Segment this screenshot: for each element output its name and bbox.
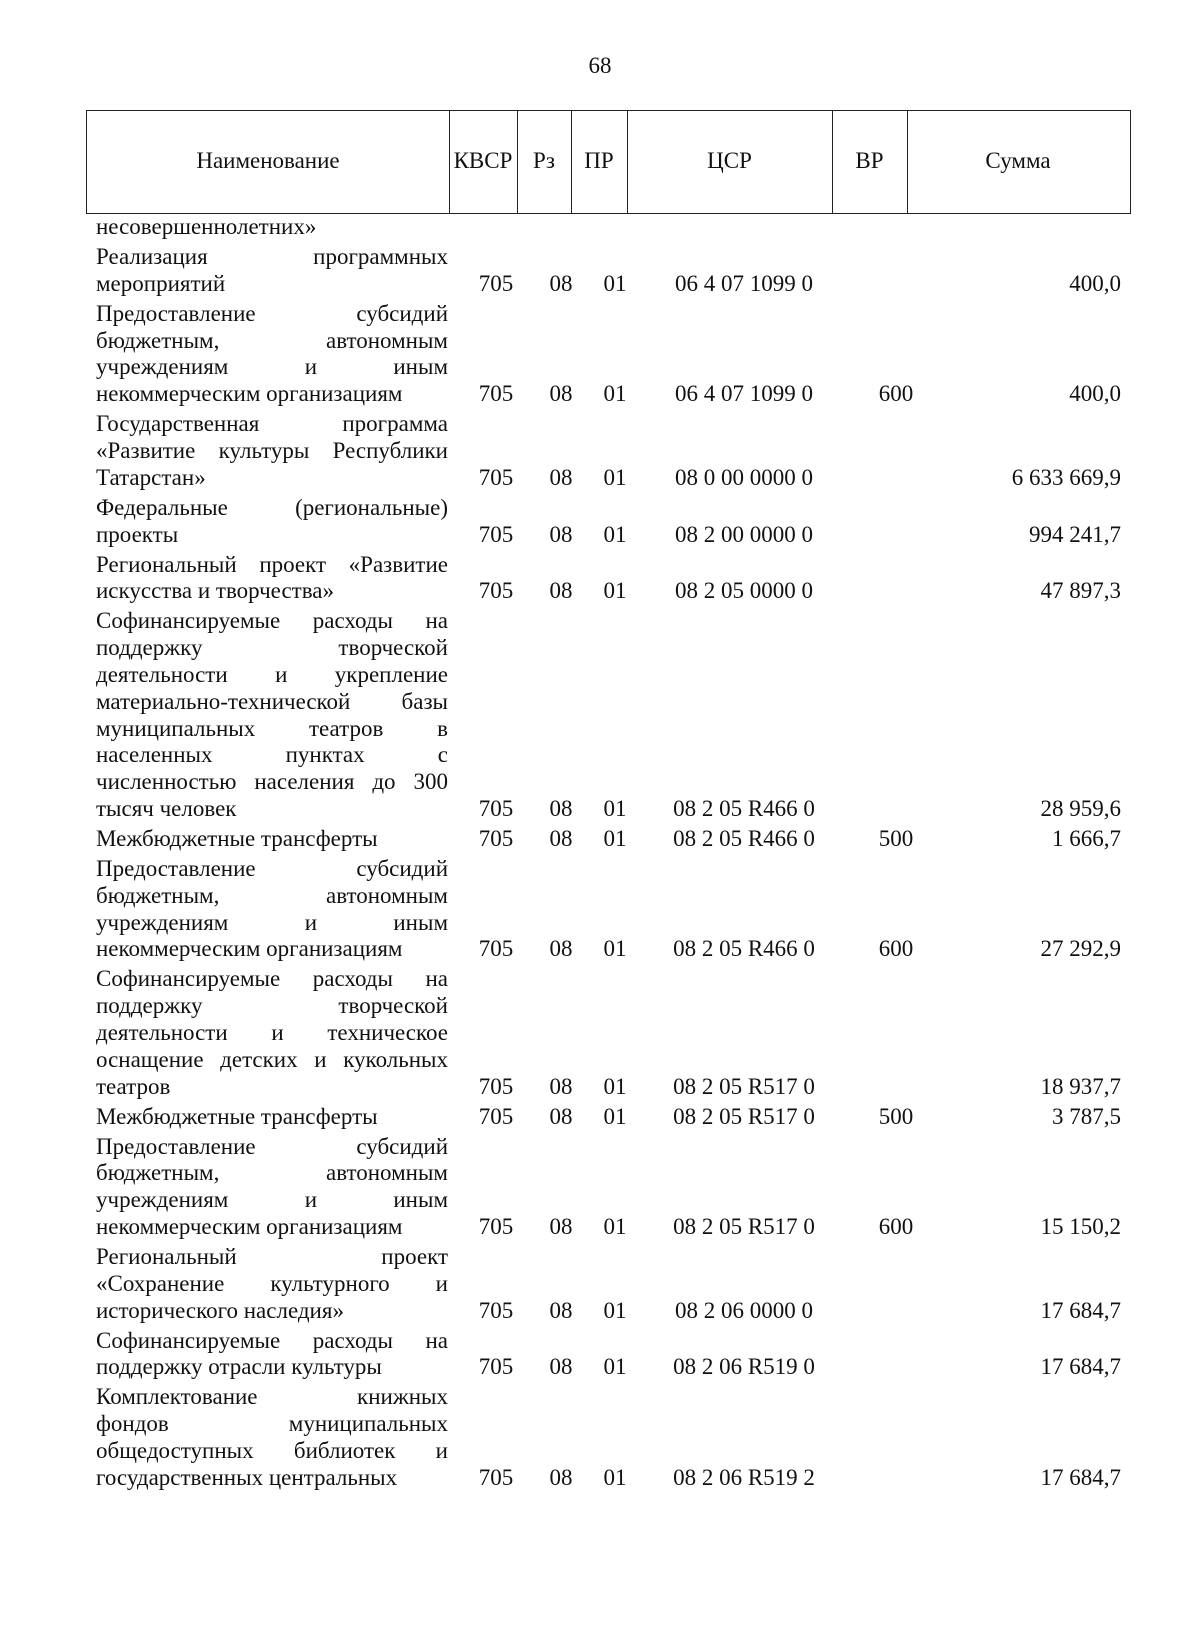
row-name-line: мероприятий <box>96 270 226 296</box>
row-name-line: Предоставление субсидий <box>96 300 448 326</box>
table-row <box>0 826 1200 853</box>
row-name-line: «Сохранение культурного и <box>96 1270 448 1296</box>
cell-vr: 600 <box>878 936 914 962</box>
cell-pr: 01 <box>603 578 627 604</box>
row-name-line: муниципальных театров в <box>96 715 448 741</box>
row-name-line: численностью населения до 300 <box>96 769 448 795</box>
row-name-line: тысяч человек <box>96 795 237 821</box>
cell-pr: 01 <box>603 1297 627 1323</box>
cell-sum: 18 937,7 <box>1040 1073 1121 1099</box>
header-name: Наименование <box>196 148 340 173</box>
cell-kvsr: 705 <box>478 464 514 490</box>
cell-sum: 3 787,5 <box>1052 1103 1121 1129</box>
row-name-line: поддержку творческой <box>96 993 448 1019</box>
row-name-line: поддержку отрасли культуры <box>96 1354 382 1380</box>
table-row <box>0 214 1200 241</box>
cell-csr: 08 2 06 R519 0 <box>673 1354 815 1380</box>
cell-csr: 08 2 05 R517 0 <box>673 1073 815 1099</box>
row-name-line: Межбюджетные трансферты <box>96 826 378 851</box>
row-name-line: учреждениям и иным <box>96 354 448 380</box>
cell-rz: 08 <box>549 1103 573 1129</box>
row-name <box>96 1384 448 1491</box>
page-number: 68 <box>588 53 612 78</box>
header-pr: ПР <box>584 148 614 173</box>
row-name-line: некоммерческим организациям <box>96 936 403 962</box>
table-row <box>0 244 1200 298</box>
row-name <box>96 244 448 298</box>
row-name-line: Региональный проект «Развитие <box>96 551 448 577</box>
row-name-line: материально-технической базы <box>96 688 448 714</box>
cell-pr: 01 <box>603 464 627 490</box>
cell-pr: 01 <box>603 1103 627 1129</box>
header-csr: ЦСР <box>707 148 752 173</box>
cell-pr: 01 <box>603 826 627 851</box>
table-row <box>0 1244 1200 1324</box>
row-name-line: населенных пунктах с <box>96 742 448 768</box>
table-row <box>0 411 1200 491</box>
header-rz: Рз <box>533 148 555 173</box>
row-name <box>96 552 448 606</box>
table-header <box>86 110 1131 214</box>
table-row <box>0 552 1200 606</box>
row-name <box>96 411 448 491</box>
cell-sum: 994 241,7 <box>1029 521 1121 547</box>
cell-rz: 08 <box>549 1354 573 1380</box>
row-name <box>96 826 448 853</box>
cell-rz: 08 <box>549 1464 573 1490</box>
cell-csr: 08 2 05 R466 0 <box>673 936 815 962</box>
cell-pr: 01 <box>603 521 627 547</box>
cell-kvsr: 705 <box>478 578 514 604</box>
row-name-line: исторического наследия» <box>96 1297 344 1323</box>
cell-kvsr: 705 <box>478 1354 514 1380</box>
table-row <box>0 608 1200 822</box>
cell-sum: 6 633 669,9 <box>1011 464 1121 490</box>
cell-sum: 27 292,9 <box>1040 936 1121 962</box>
cell-kvsr: 705 <box>478 826 514 851</box>
cell-rz: 08 <box>549 1073 573 1099</box>
row-name <box>96 1244 448 1324</box>
row-name-line: несовершеннолетних» <box>96 214 317 239</box>
row-name-line: проекты <box>96 521 179 547</box>
cell-sum: 1 666,7 <box>1052 826 1121 851</box>
row-name-line: Предоставление субсидий <box>96 856 448 881</box>
cell-kvsr: 705 <box>478 1103 514 1129</box>
cell-pr: 01 <box>603 1464 627 1490</box>
row-name-line: «Развитие культуры Республики <box>96 437 448 463</box>
row-name-line: театров <box>96 1073 171 1099</box>
table-row <box>0 1104 1200 1131</box>
cell-vr: 500 <box>878 1103 914 1129</box>
row-name <box>96 495 448 549</box>
cell-csr: 08 2 00 0000 0 <box>675 521 813 547</box>
cell-rz: 08 <box>549 381 573 407</box>
row-name-line: учреждениям и иным <box>96 909 448 935</box>
row-name-line: бюджетным, автономным <box>96 882 448 908</box>
cell-sum: 17 684,7 <box>1040 1297 1121 1323</box>
cell-sum: 28 959,6 <box>1040 795 1121 821</box>
header-vr: ВР <box>855 148 884 173</box>
row-name <box>96 1104 448 1131</box>
row-name-line: Комплектование книжных <box>96 1384 448 1410</box>
row-name <box>96 301 448 408</box>
cell-rz: 08 <box>549 795 573 821</box>
cell-pr: 01 <box>603 381 627 407</box>
header-kvsr: КВСР <box>453 148 513 173</box>
cell-pr: 01 <box>603 1073 627 1099</box>
row-name-line: Софинансируемые расходы на <box>96 1327 448 1353</box>
row-name-line: Реализация программных <box>96 244 448 269</box>
cell-rz: 08 <box>549 464 573 490</box>
row-name-line: бюджетным, автономным <box>96 1160 448 1186</box>
header-sum: Сумма <box>985 148 1051 173</box>
cell-kvsr: 705 <box>478 1073 514 1099</box>
cell-sum: 17 684,7 <box>1040 1354 1121 1380</box>
cell-csr: 06 4 07 1099 0 <box>675 381 813 407</box>
row-name-line: Предоставление субсидий <box>96 1133 448 1159</box>
cell-rz: 08 <box>549 578 573 604</box>
cell-sum: 400,0 <box>1069 381 1121 407</box>
cell-rz: 08 <box>549 270 573 296</box>
row-name-line: учреждениям и иным <box>96 1187 448 1213</box>
cell-kvsr: 705 <box>478 1297 514 1323</box>
cell-csr: 08 0 00 0000 0 <box>675 464 813 490</box>
cell-sum: 47 897,3 <box>1040 578 1121 604</box>
cell-csr: 08 2 05 R517 0 <box>673 1103 815 1129</box>
cell-vr: 600 <box>878 1213 914 1239</box>
cell-csr: 08 2 05 R466 0 <box>673 826 815 851</box>
table-row <box>0 1384 1200 1491</box>
row-name-line: деятельности и укрепление <box>96 661 448 687</box>
row-name-line: поддержку творческой <box>96 635 448 661</box>
row-name-line: оснащение детских и кукольных <box>96 1046 448 1072</box>
cell-pr: 01 <box>603 936 627 962</box>
table-row <box>0 1328 1200 1382</box>
row-name-line: Государственная программа <box>96 411 448 437</box>
row-name-line: Межбюджетные трансферты <box>96 1103 378 1129</box>
cell-rz: 08 <box>549 826 573 851</box>
table-row <box>0 301 1200 408</box>
cell-vr: 500 <box>878 826 914 851</box>
table-row <box>0 856 1200 963</box>
row-name-line: государственных центральных <box>96 1464 398 1490</box>
row-name-line: Софинансируемые расходы на <box>96 608 448 634</box>
row-name-line: общедоступных библиотек и <box>96 1437 448 1463</box>
cell-pr: 01 <box>603 795 627 821</box>
cell-sum: 17 684,7 <box>1040 1464 1121 1490</box>
cell-kvsr: 705 <box>478 521 514 547</box>
row-name <box>96 1134 448 1241</box>
cell-csr: 08 2 05 R466 0 <box>673 795 815 821</box>
cell-sum: 15 150,2 <box>1040 1213 1121 1239</box>
table-row <box>0 1134 1200 1241</box>
cell-csr: 08 2 05 0000 0 <box>675 578 813 604</box>
row-name-line: бюджетным, автономным <box>96 327 448 353</box>
cell-pr: 01 <box>603 1213 627 1239</box>
cell-csr: 06 4 07 1099 0 <box>675 270 813 296</box>
row-name-line: Татарстан» <box>96 464 206 490</box>
cell-rz: 08 <box>549 1297 573 1323</box>
row-name <box>96 1328 448 1382</box>
cell-csr: 08 2 06 R519 2 <box>673 1464 815 1490</box>
cell-rz: 08 <box>549 1213 573 1239</box>
row-name-line: некоммерческим организациям <box>96 1213 403 1239</box>
cell-kvsr: 705 <box>478 1464 514 1490</box>
table-row <box>0 495 1200 549</box>
row-name-line: искусства и творчества» <box>96 578 334 604</box>
cell-pr: 01 <box>603 1354 627 1380</box>
row-name-line: Региональный проект <box>96 1244 448 1269</box>
cell-kvsr: 705 <box>478 381 514 407</box>
cell-sum: 400,0 <box>1069 270 1121 296</box>
cell-vr: 600 <box>878 381 914 407</box>
row-name-line: деятельности и техническое <box>96 1019 448 1045</box>
cell-rz: 08 <box>549 936 573 962</box>
row-name-line: фондов муниципальных <box>96 1411 448 1437</box>
row-name-line: Федеральные (региональные) <box>96 494 448 520</box>
cell-kvsr: 705 <box>478 1213 514 1239</box>
row-name <box>96 608 448 822</box>
row-name-line: Софинансируемые расходы на <box>96 966 448 992</box>
row-name <box>96 966 448 1100</box>
cell-kvsr: 705 <box>478 936 514 962</box>
cell-pr: 01 <box>603 270 627 296</box>
cell-rz: 08 <box>549 521 573 547</box>
cell-csr: 08 2 05 R517 0 <box>673 1213 815 1239</box>
row-name-line: некоммерческим организациям <box>96 381 403 407</box>
row-name <box>96 214 448 241</box>
cell-kvsr: 705 <box>478 270 514 296</box>
row-name <box>96 856 448 963</box>
cell-kvsr: 705 <box>478 795 514 821</box>
cell-csr: 08 2 06 0000 0 <box>675 1297 813 1323</box>
table-row <box>0 966 1200 1100</box>
